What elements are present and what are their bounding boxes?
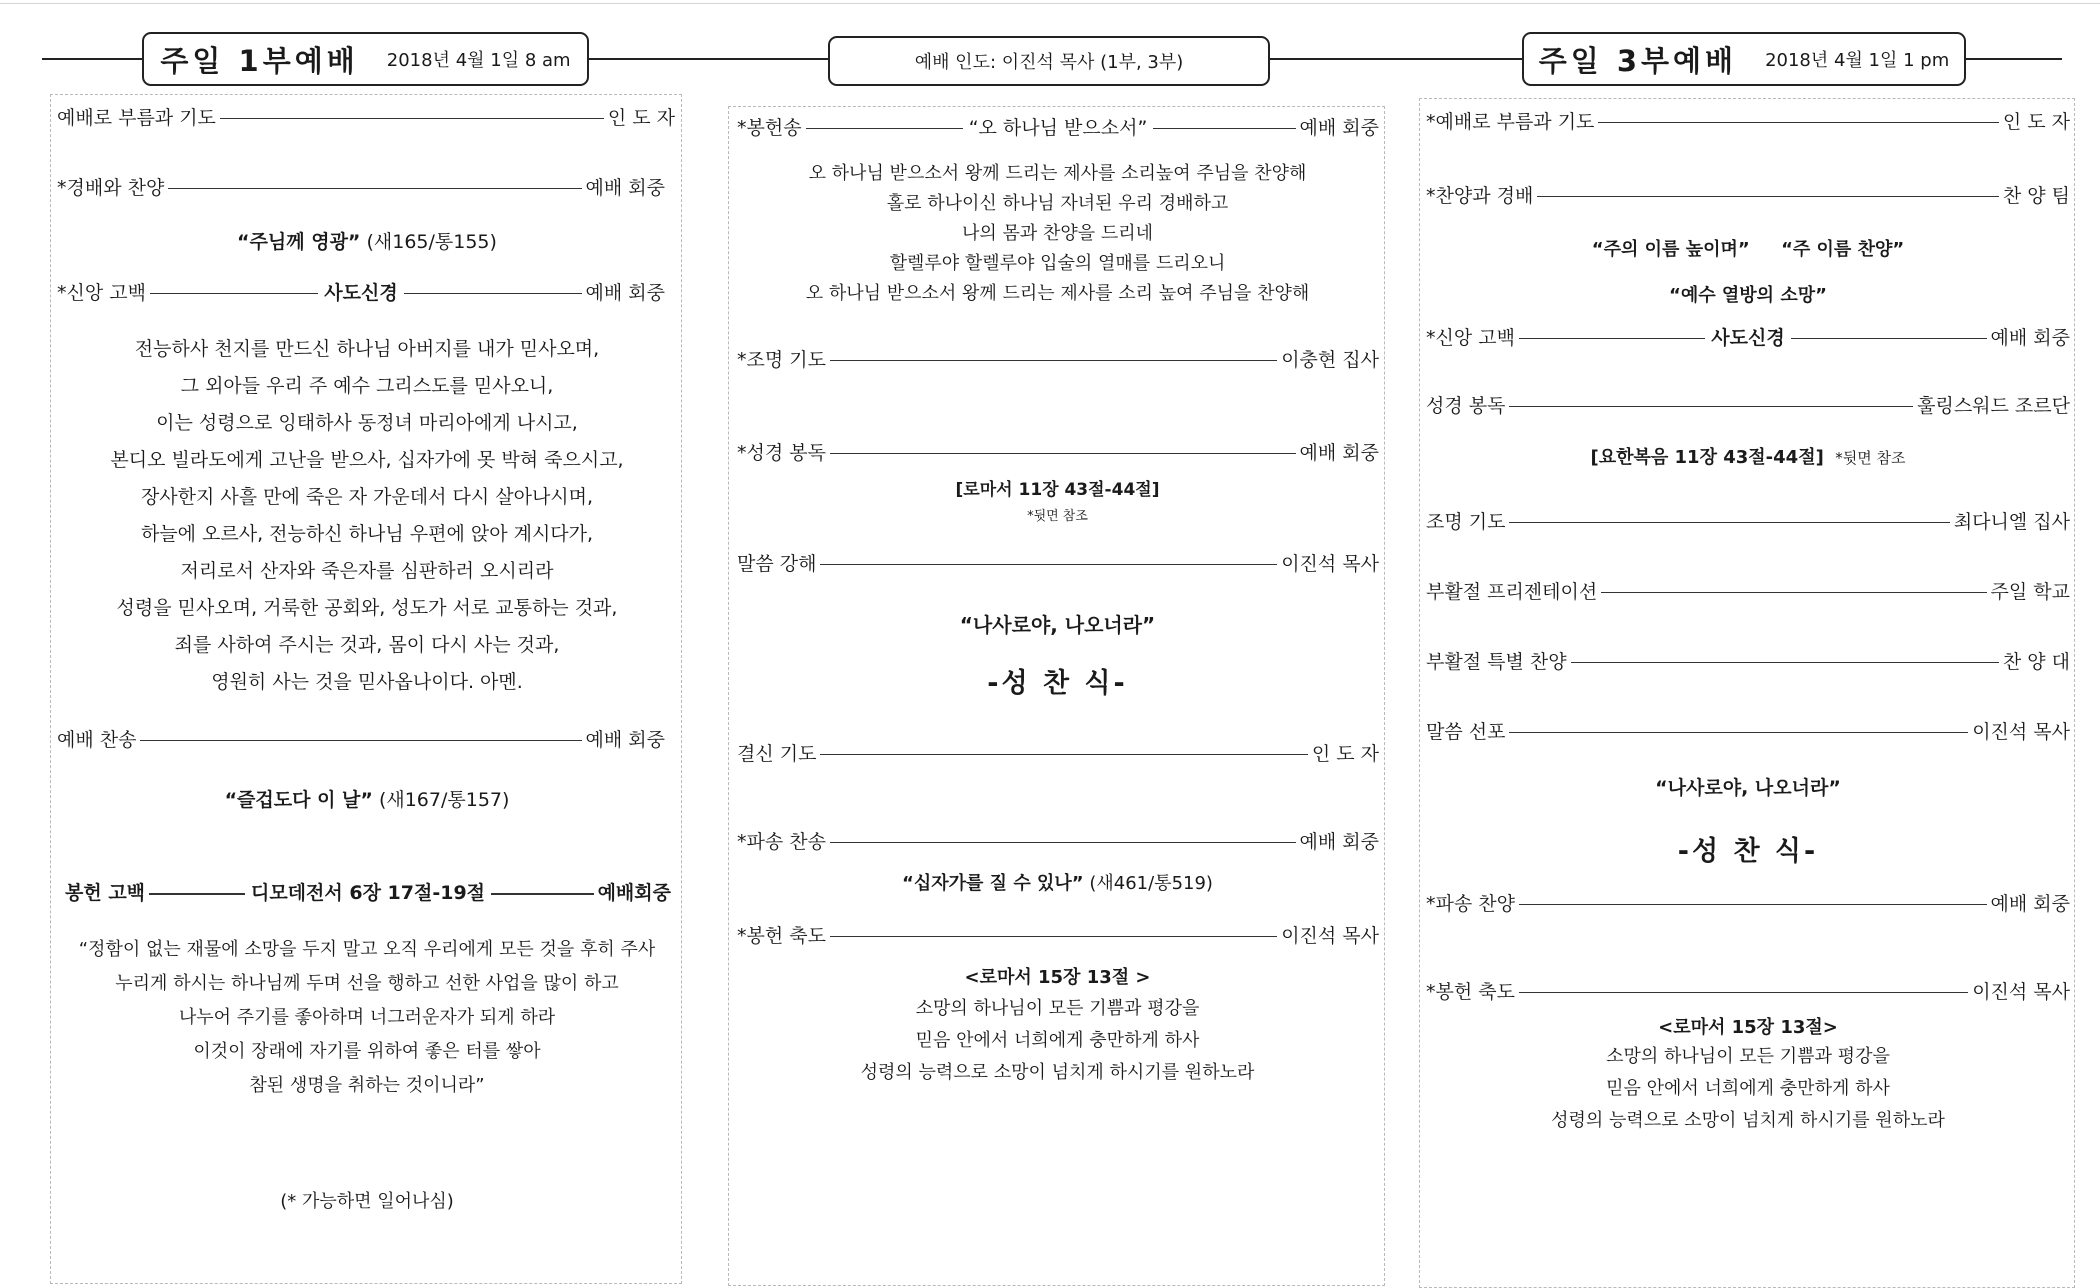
order-item-call: 예배로 부름과 기도 인 도 자 (57, 107, 675, 129)
order-item-benediction: *봉헌 축도 이진석 목사 (1426, 981, 2070, 1003)
leader-text: 예배 인도: 이진석 목사 (1부, 3부) (914, 52, 1184, 73)
service1-title: 주일 1부예배 (160, 43, 359, 78)
order-item-call: *예배로 부름과 기도 인 도 자 (1426, 111, 2070, 133)
song-titles: “주의 이름 높이며” “주 이름 찬양” (1591, 239, 1905, 260)
leader-box (828, 36, 1270, 86)
communion-title: -성 찬 식- (987, 668, 1128, 699)
order-item-offering: 봉헌 고백 디모데전서 6장 17절-19절 예배회중 (65, 882, 671, 904)
order-item-sending: *파송 찬송 예배 회중 (737, 831, 1379, 853)
header-rule (1270, 58, 1522, 60)
service1-column (50, 94, 682, 1284)
order-item-prayer: 조명 기도 최다니엘 집사 (1426, 511, 2070, 533)
benediction-text: 소망의 하나님이 모든 기쁨과 평강을 믿음 안에서 너희에게 충만하게 하사 성령의 능력으로 소망이 넘치게 하시기를 원하노라 (860, 998, 1255, 1083)
order-item-closing: 결신 기도 인 도 자 (737, 743, 1379, 765)
order-item-easter: 부활절 프리젠테이션 주일 학교 (1426, 581, 2070, 603)
service3-date: 2018년 4월 1일 1 pm (1765, 50, 1950, 71)
song-title: “즐겁도다 이 날” (새167/통157) (224, 789, 510, 811)
order-item-prayer: *조명 기도 이충현 집사 (737, 349, 1379, 371)
order-item-praise: *경배와 찬양 예배 회중 (57, 177, 665, 199)
order-item-creed: *신앙 고백 사도신경 예배 회중 (1426, 327, 2070, 349)
order-item-sermon: 말씀 선포 이진석 목사 (1426, 721, 2070, 743)
song-title: “주님께 영광” (새165/통155) (237, 231, 497, 253)
scripture-ref: [요한복음 11장 43절-44절] *뒷면 참조 (1590, 447, 1906, 468)
header-rule (42, 58, 142, 60)
song-title: “예수 열방의 소망” (1669, 285, 1827, 306)
scripture-note: *뒷면 참조 (1027, 509, 1088, 524)
order-item-reading: 성경 봉독 훌링스워드 조르단 (1426, 395, 2070, 417)
header-rule (588, 58, 828, 60)
service1-date: 2018년 4월 1일 8 am (386, 50, 571, 71)
service3-title: 주일 3부예배 (1538, 43, 1738, 78)
order-item-hymn: 예배 찬송 예배 회중 (57, 729, 665, 751)
header-rule (1966, 58, 2062, 60)
scripture-ref: [로마서 11장 43절-44절] (955, 480, 1160, 500)
sermon-title: “나사로야, 나오너라” (1655, 777, 1841, 799)
order-item-dedication: *봉헌송 “오 하나님 받으소서” 예배 회중 (737, 117, 1379, 139)
communion-title: -성 찬 식- (1677, 836, 1819, 867)
page-top-border (0, 3, 2100, 4)
order-item-reading: *성경 봉독 예배 회중 (737, 442, 1379, 464)
order-item-creed: *신앙 고백 사도신경 예배 회중 (57, 282, 665, 304)
offering-text: “정함이 없는 재물에 소망을 두지 말고 오직 우리에게 모든 것을 후히 주사 누리게 하시는 하나님께 두며 선을 행하고 선한 사업을 많이 하고 나누어 주기를 좋아하며 너그러운자가 되게 하라 이것이 장래에 자기를 위하여 좋은 터를 쌓아 참된 생명을 취하는 것이니라” (78, 939, 656, 1096)
standing-note: (* 가능하면 일어나심) (280, 1191, 454, 1212)
dedication-lyrics: 오 하나님 받으소서 왕께 드리는 제사를 소리높여 주님을 찬양해 홀로 하나이신 하나님 자녀된 우리 경배하고 나의 몸과 찬양을 드리네 할렐루야 할렐루야 입술의 열매를 드리오니 오 하나님 받으소서 왕께 드리는 제사를 소리 높여 주님을 찬양해 (805, 163, 1310, 304)
middle-column (728, 106, 1385, 1286)
benediction-ref: <로마서 15장 13절 > (964, 967, 1151, 988)
order-item-sermon: 말씀 강해 이진석 목사 (737, 553, 1379, 575)
service1-header (142, 32, 589, 86)
service3-column (1419, 98, 2075, 1288)
creed-text: 전능하사 천지를 만드신 하나님 아버지를 내가 믿사오며, 그 외아들 우리 주 예수 그리스도를 믿사오니, 이는 성령으로 잉태하사 동정녀 마리아에게 나시고, 본디오 빌라도에게 고난을 받으사, 십자가에 못 박혀 죽으시고, 장사한지 사흘 만에 죽은 자 가운데서 다시 살아나시며, 하늘에 오르사, 전능하신 하나님 우편에 앉아 계시다가, 저리로서 산자와 죽은자를 심판하러 오시리라 성령을 믿사오며, 거룩한 공회와, 성도가 서로 교통하는 것과, 죄를 사하여 주시는 것과, 몸이 다시 사는 것과, 영원히 사는 것을 믿사옵나이다. 아멘. (110, 338, 624, 693)
order-item-sending: *파송 찬양 예배 회중 (1426, 893, 2070, 915)
order-item-praise: *찬양과 경배 찬 양 팀 (1426, 185, 2070, 207)
benediction-ref: <로마서 15장 13절> (1658, 1017, 1838, 1038)
order-item-benediction: *봉헌 축도 이진석 목사 (737, 925, 1379, 947)
service3-header (1522, 32, 1966, 86)
song-title: “십자가를 질 수 있나” (새461/통519) (902, 873, 1213, 894)
order-item-choir: 부활절 특별 찬양 찬 양 대 (1426, 651, 2070, 673)
benediction-text: 소망의 하나님이 모든 기쁨과 평강을 믿음 안에서 너희에게 충만하게 하사 성령의 능력으로 소망이 넘치게 하시기를 원하노라 (1551, 1046, 1945, 1131)
sermon-title: “나사로야, 나오너라” (959, 613, 1156, 637)
